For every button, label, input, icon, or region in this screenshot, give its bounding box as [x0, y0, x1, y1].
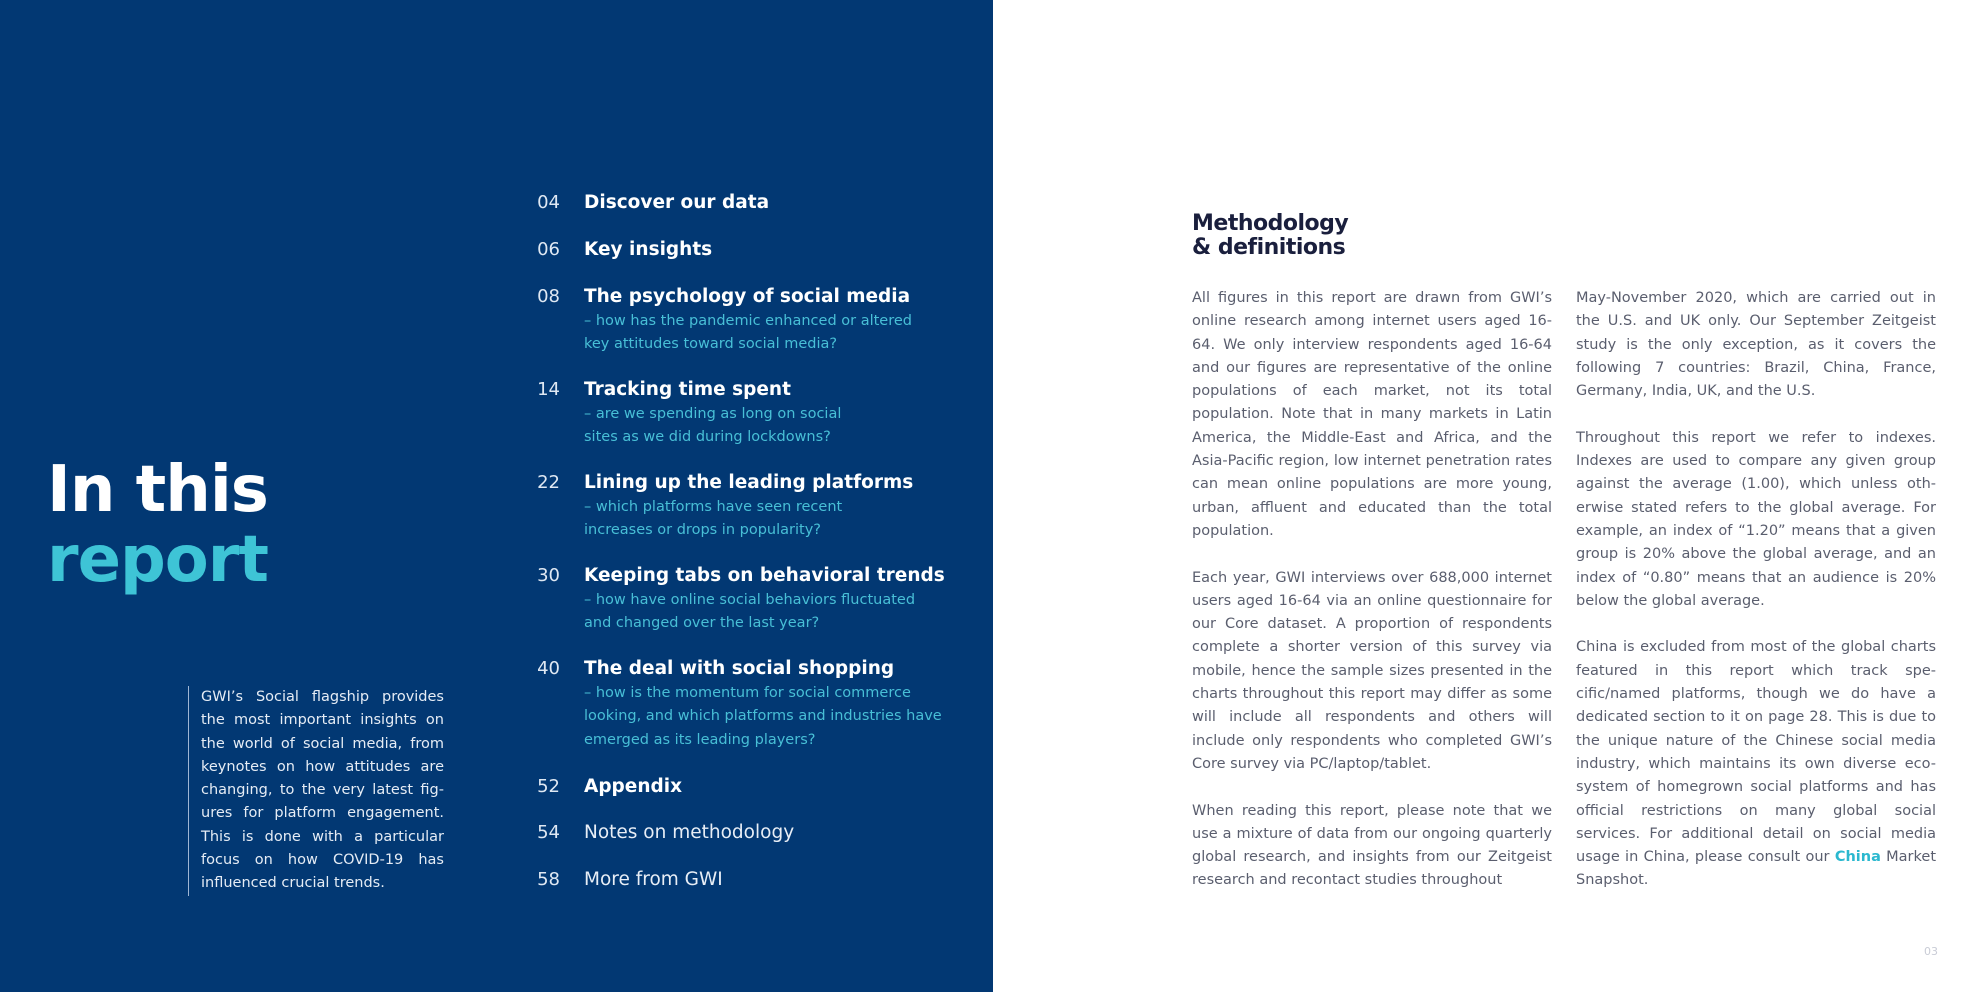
- methodology-paragraph: May-November 2020, which are carried out in the U.S. and UK only. Our September Zeitgeist study is the only exception, as it covers the following 7 countries: Brazil, China, France, Germany, India, UK, and the U.S.: [1576, 290, 1936, 400]
- page-heading: [47, 455, 268, 595]
- toc-subtitle: – are we spending as long on social sites as we did during lockdowns?: [584, 406, 842, 446]
- toc-title: More from GWI: [584, 869, 723, 890]
- intro-text: GWI’s Social flagship provides the most important insights on the world of social media, from keynotes on how attitudes are changing, to the very latest fig- ures for platform engagement. This is done with a particular focus on how COVID-19 has influenced crucial trends.: [188, 686, 444, 896]
- toc-title: The deal with social shopping: [584, 658, 895, 679]
- methodology-paragraph: Throughout this report we refer to indexes. Indexes are used to compare any given group against the average (1.00), which unless oth- erwise stated refers to the global average. For example, an index of “1.20” means that a given group is 20% above the global average, and an index of “0.80” means that an audience is 20% below the global average.: [1576, 429, 1936, 609]
- methodology-paragraph: When reading this report, please note that we use a mixture of data from our ongoing quarterly global research, and insights from our Zeitgeist research and recontact studies throughout: [1192, 802, 1552, 889]
- methodology-title-line-1: Methodology: [1192, 211, 1349, 236]
- toc-title: Discover our data: [584, 192, 770, 213]
- toc-subtitle: – how have online social behaviors fluctuated and changed over the last year?: [584, 592, 916, 632]
- methodology-paragraph: All figures in this report are drawn from GWI’s online research among internet users aged 16-64. We only interview respondents aged 16-64 and our figures are representative of the online populations of each market, not its total population. Note that in many markets in Latin America, the Middle-East and Africa, and the Asia-Pacific region, low internet penetration rates can mean online populations are more young, urban, affluent and educated than the total population.: [1192, 290, 1552, 539]
- toc-title: Tracking time spent: [584, 379, 791, 400]
- china-paragraph-end: Market Snapshot.: [1576, 849, 1936, 889]
- toc-page-number: 04: [537, 192, 560, 213]
- toc-page-number: 22: [537, 472, 560, 493]
- toc-title: Appendix: [584, 776, 683, 797]
- toc-subtitle: – how has the pandemic enhanced or altered key attitudes toward social media?: [584, 313, 912, 353]
- toc-page-number: 58: [537, 869, 560, 890]
- page-number: 03: [1924, 945, 1938, 958]
- toc-page-number: 08: [537, 286, 560, 307]
- methodology-column-1: [1192, 287, 1552, 893]
- toc-subtitle: – which platforms have seen recent increases or drops in popularity?: [584, 499, 843, 539]
- toc-page-number: 52: [537, 776, 560, 797]
- toc-page-number: 30: [537, 565, 560, 586]
- toc-page-number: 06: [537, 239, 560, 260]
- toc-title: Lining up the leading platforms: [584, 472, 914, 493]
- toc-title: The psychology of social media: [584, 286, 911, 307]
- china-paragraph-text: China is excluded from most of the global charts featured in this report which track spe- cific/named platforms, though we do have a dedicated section to it on page 28. This is due to the unique nature of the Chinese social media industry, which maintains its own diverse eco- system of homegrown social platforms and has official restrictions on many global social services. For additional detail on social media usage in China, please consult our: [1576, 639, 1936, 866]
- methodology-paragraph: Each year, GWI interviews over 688,000 internet users aged 16-64 via an online questionnaire for our Core dataset. A proportion of respondents complete a shorter version of this survey via mobile, hence the sample sizes presented in the charts throughout this report may differ as some will include all respondents and others will include only respondents who completed GWI’s Core survey via PC/laptop/tablet.: [1192, 569, 1552, 772]
- toc-page-number: 14: [537, 379, 560, 400]
- heading-line-2: report: [47, 523, 268, 597]
- methodology-paragraph: [1576, 636, 1936, 892]
- toc-title: Notes on methodology: [584, 822, 795, 843]
- methodology-title: [1192, 212, 1348, 260]
- toc-title: Keeping tabs on behavioral trends: [584, 565, 945, 586]
- toc-page-number: 54: [537, 822, 560, 843]
- methodology-title-line-2: & definitions: [1192, 235, 1346, 260]
- toc-title: Key insights: [584, 239, 713, 260]
- methodology-column-2: [1576, 287, 1936, 893]
- heading-line-1: In this: [47, 453, 268, 527]
- toc-page-number: 40: [537, 658, 560, 679]
- china-snapshot-link[interactable]: China: [1834, 849, 1881, 866]
- toc-subtitle: – how is the momentum for social commerce looking, and which platforms and industries have emerged as its leading players?: [584, 685, 942, 748]
